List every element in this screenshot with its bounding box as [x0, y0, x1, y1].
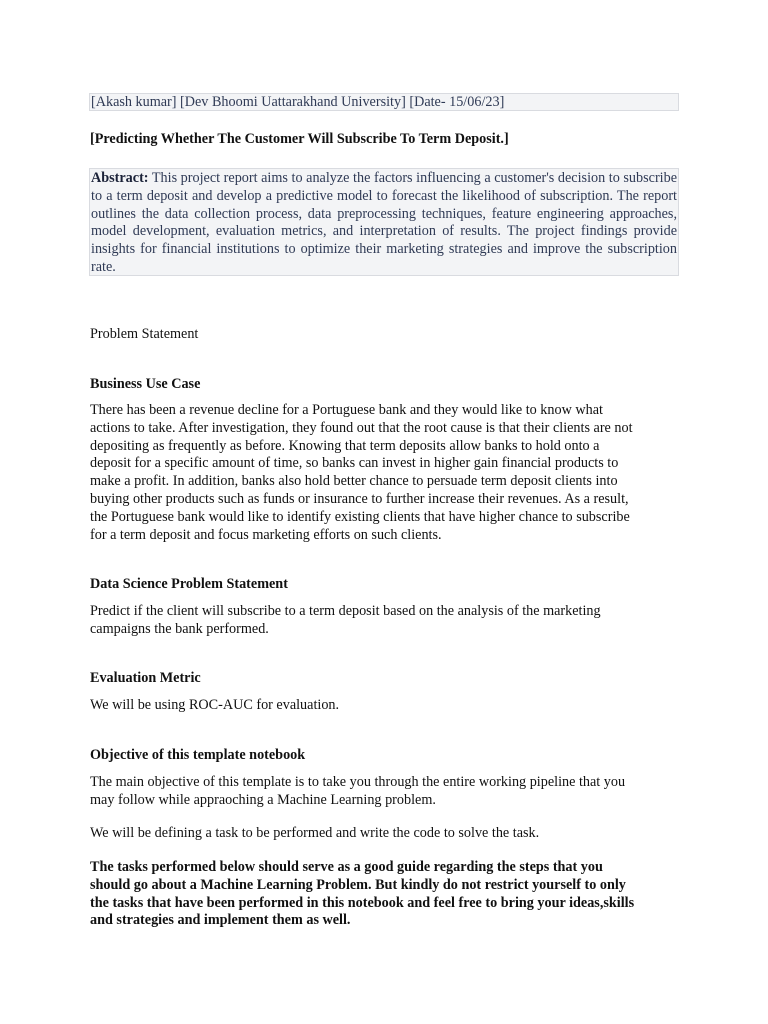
- problem-statement-label: Problem Statement: [90, 326, 199, 342]
- ds-problem-heading: Data Science Problem Statement: [90, 576, 288, 592]
- abstract-text: This project report aims to analyze the factors influencing a customer's decision to subscribe to a term deposit and develop a predictive model to forecast the likelihood of subscription. The report outlines the data collection process, data preprocessing techniques, feature engineering approaches, model development, evaluation metrics, and interpretation of results. The project findings provide insights for financial institutions to optimize their marketing strategies and improve the subscription rate.: [91, 170, 677, 275]
- evaluation-metric-heading: Evaluation Metric: [90, 670, 201, 686]
- evaluation-metric-body: We will be using ROC-AUC for evaluation.: [90, 697, 340, 713]
- document-title: [Predicting Whether The Customer Will Subscribe To Term Deposit.]: [90, 131, 509, 147]
- business-use-case-body: There has been a revenue decline for a Portuguese bank and they would like to know what actions to take. After investigation, they found out that the root cause is that their clients are not depositing as frequently as before. Knowing that term deposits allow banks to hold onto a deposit for a specific amount of time, so banks can invest in higher gain financial products to make a profit. In addition, banks also hold better chance to persuade term deposit clients into buying other products such as funds or insurance to further increase their revenues. As a result, the Portuguese bank would like to identify existing clients that have higher chance to subscribe for a term deposit and focus marketing efforts on such clients.: [90, 402, 633, 543]
- author-university-date-line: [Akash kumar] [Dev Bhoomi Uattarakhand University] [Date- 15/06/23]: [89, 93, 679, 111]
- objective-heading: Objective of this template notebook: [90, 747, 306, 763]
- business-use-case-heading: Business Use Case: [90, 376, 201, 392]
- objective-task-line: We will be defining a task to be performed and write the code to solve the task.: [90, 825, 540, 841]
- objective-body: The main objective of this template is to take you through the entire working pipeline that you may follow while appraoching a Machine Learning problem.: [90, 774, 626, 808]
- ds-problem-body: Predict if the client will subscribe to a term deposit based on the analysis of the marketing campaigns the bank performed.: [90, 603, 601, 637]
- abstract-box: [89, 168, 679, 276]
- objective-guidance-note: The tasks performed below should serve as a good guide regarding the steps that you should go about a Machine Learning Problem. But kindly do not restrict yourself to only the tasks that have been performed in this notebook and feel free to bring your ideas,skills and strategies and implement them as well.: [90, 859, 635, 929]
- abstract-label: Abstract:: [91, 170, 149, 186]
